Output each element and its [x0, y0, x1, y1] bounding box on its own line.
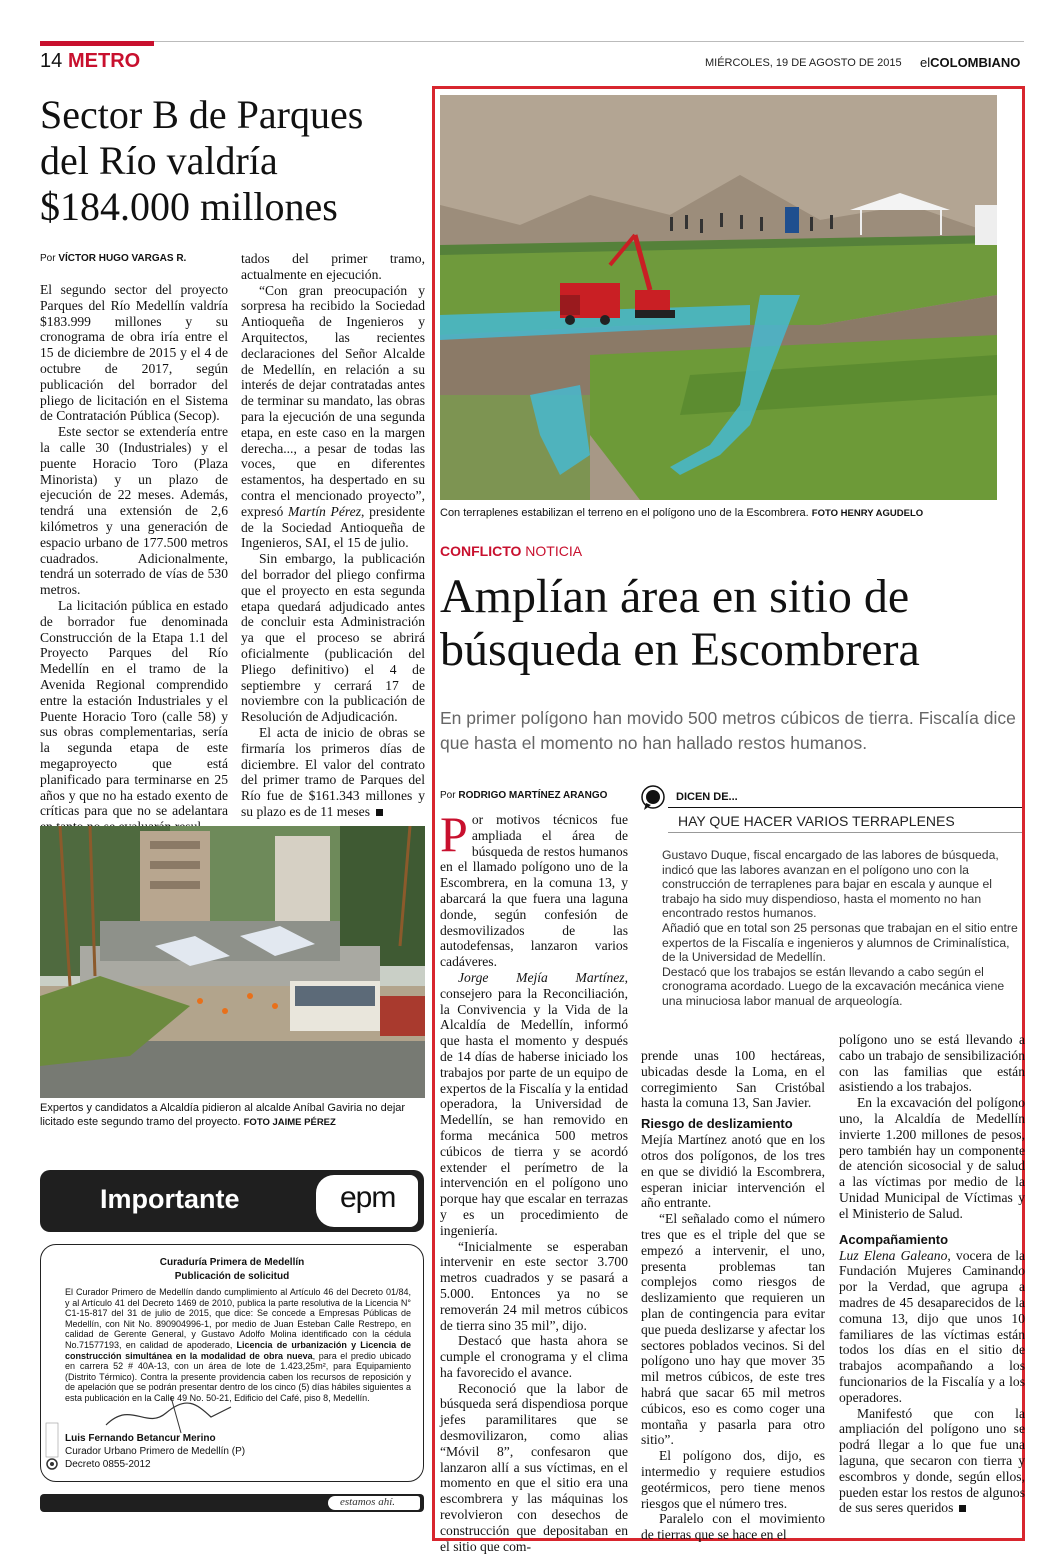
speech-bubble-icon	[640, 785, 666, 811]
left-col2-last: El acta de inicio de obras se firmaría los primeros días de diciembre. El valor del contrato del primer tramo de Parques del Río fue de $161.343 millones y su plazo es de 11 meses	[241, 724, 425, 819]
main-byline-prefix: Por	[440, 790, 456, 801]
main-col2-paragraph: prende unas 100 hectáreas, ubicadas desde la Loma, en el corregimiento San Cristóbal hasta la comuna 13, San Javier.	[641, 1048, 825, 1111]
ad-notice-text: El Curador Primero de Medellín dando cumplimiento al Artículo 46 del Decreto 01/84, y al Artículo 41 del Decreto 1469 de 2010, publica la parte resolutiva de la Licencia N° C1-15-817 del 31 de julio de 2015, que dice: Se concede a Empresas Públicas de Medellín, con Nit No. 890904996-1, por medio de Juan Esteban Calle Restrepo, en calidad de Gerente General, y Gustavo Adolfo Molina identificado con la cédula No.71577193, en calidad de apoderado,	[65, 1287, 411, 1350]
main-article-col3	[839, 1032, 1025, 1516]
ad-notice-subtitle: Publicación de solicitud	[174, 1271, 290, 1282]
kicker-section: CONFLICTO	[440, 543, 522, 559]
main-col2-paragraph: Paralelo con el movimiento de tierras que se hace en el	[641, 1511, 825, 1543]
main-col1-text: , consejero para la Reconciliación, la Convivencia y la Vida de la Alcaldía de Medellín, informó que hasta el momento y después de 14 días de haberse iniciado los trabajos por parte de un equipo de expertos de la Fiscalía y la entidad operadora, la Universidad de Medellín, se han removido en forma mecánica 500 metros cúbicos de tierra y se acordó extender el perímetro de la intervención en el polígono uno porque hay que escalar en terrazas y es un procedimiento de ingeniería.	[440, 969, 628, 1238]
sidebar-paragraph: Gustavo Duque, fiscal encargado de las labores de búsqueda, indicó que las labores avanzan en el polígono uno con la construcción de terraplenes para bajar en escala y aunque el trabajo ha sido muy dispendioso, hasta el momento no han encontrado restos humanos.	[662, 848, 999, 921]
main-deck: En primer polígono han movido 500 metros cúbicos de tierra. Fiscalía dice que hasta el momento no han hallado restos humanos.	[440, 708, 1016, 753]
ad-footer-slogan: estamos ahí.	[340, 1496, 395, 1508]
sidebar-rule	[668, 807, 1022, 808]
newspaper-prefix: el	[920, 55, 931, 70]
main-col2-paragraph: “El señalado como el número tres que es el triple del que se empezó a intervenir, el uno, presenta problemas tan complejos como riesgos de deslizamiento que requieren un plan de contingencia para evitar que pueda deslizarse y afectar los sectores poblados vecinos. Si del polígono uno hay que mover 35 mil metros cúbicos, de este tres habrá que sacar 65 mil metros cúbicos, eso es como coger una montaña y pasarla para otro sitio”.	[641, 1211, 825, 1448]
left-byline-prefix: Por	[40, 253, 56, 264]
header-accent-bar	[40, 41, 154, 46]
escombrera-photo	[440, 95, 997, 500]
ad-banner	[40, 1170, 424, 1232]
left-article-col1	[40, 282, 228, 835]
sidebar-rule-bottom	[668, 832, 1022, 833]
left-caption-text: Expertos y candidatos a Alcaldía pidieron al alcalde Aníbal Gaviria no dejar licitado este segundo tramo del proyecto.	[40, 1102, 406, 1128]
newspaper-name	[920, 55, 1020, 70]
left-col1-paragraph: Este sector se extendería entre la calle 30 (Industriales) y el puente Horacio Toro (Plaza Minorista) y un plazo de ejecución de 22 meses. Además, tendrá una extensión de 2,6 kilómetros y una generación de espacio urbano de 177.500 metros cuadrados. Adicionalmente, tendrá un soterrado de vías de 530 metros.	[40, 424, 228, 598]
left-headline: Sector B de Parques del Río valdría $184.000 millones	[40, 92, 364, 229]
signature-image	[101, 1395, 241, 1435]
ad-footer-bar	[40, 1494, 424, 1512]
ad-signer-role: Curador Urbano Primero de Medellín (P)	[65, 1446, 246, 1457]
sidebar-label: DICEN DE...	[676, 791, 738, 803]
main-photo-caption	[440, 506, 997, 521]
main-col3-paragraph: En la excavación del polígono uno, la Alcaldía de Medellín invierte 1.200 millones de pesos, pero también hay un componente de atención sicosocial y de salud a las víctimas por medio de la Unidad Municipal de Víctimas y el Ministerio de Salud.	[839, 1095, 1025, 1221]
sidebar-box	[640, 785, 1022, 1035]
header-rule	[154, 41, 1024, 42]
left-photo-caption	[40, 1101, 425, 1130]
issue-date: MIÉRCOLES, 19 DE AGOSTO DE 2015	[705, 57, 902, 69]
main-lead-text: or motivos técnicos fue ampliada el área de búsqueda de restos humanos en el llamado polígono uno de la Escombrera, en la comuna 13, y abarcará la que fuera una laguna donde, según confesión de desmovilizados de las autodefensas, lanzaron varios cadáveres.	[440, 812, 628, 970]
left-col2-paragraph: Sin embargo, la publicación del borrador del pliego confirma que el proyecto en esta segunda etapa quedará adjudicado antes de concluir esta Administración ya que el proceso se abrirá oficialmente (publicación del Pliego definitivo) el 4 de septiembre y cerrará 17 de noviembre con la publicación de Resolución de Adjudicación.	[241, 551, 425, 725]
construction-photo-illustration	[40, 826, 425, 1098]
main-col3-last: Manifestó que con la ampliación del polígono uno se podrá llegar a lo que fue una laguna, que secaron con tierra y escombros y donde, según ellos, pueden estar los restos de algunos de sus seres queridos	[839, 1405, 1025, 1516]
superintendencia-seal-icon	[45, 1421, 59, 1471]
quoted-person: Luz Elena Galeano	[839, 1247, 948, 1263]
ad-footer-slogan-box	[328, 1496, 420, 1510]
quoted-person: Jorge Mejía Martínez	[458, 969, 625, 985]
quote-attribution: , presidente de la Sociedad Antioqueña de Ingenieros, SAI, el 15 de julio.	[241, 503, 425, 551]
left-col2-paragraph	[241, 283, 425, 552]
ad-logo-box	[316, 1175, 418, 1227]
main-col1-paragraph: Reconoció que la labor de búsqueda será dispendiosa porque jefes paramilitares que se desmovilizaron, como alias “Móvil 8”, confesaron que lanzaron allí a sus víctimas, en el momento en que el sitio era una escombrera y las máquinas los revolvieron con desechos de construcción que depositaban en el sitio que com-	[440, 1380, 628, 1554]
page-number: 14	[40, 50, 63, 72]
main-headline: Amplían área en sitio de búsqueda en Escombrera	[440, 570, 920, 676]
main-photo-credit: FOTO HENRY AGUDELO	[811, 508, 924, 519]
end-mark-icon	[376, 809, 383, 816]
main-byline	[440, 790, 630, 801]
left-byline	[40, 253, 235, 264]
left-col1-paragraph: El segundo sector del proyecto Parques del Río Medellín valdría $183.999 millones y su cronograma de obra iría entre el 15 de diciembre de 2015 y el 4 de octubre de 2017, según publicación del borrador del pliego de licitación en el Sistema de Contratación Pública (Secop).	[40, 282, 228, 424]
ad-notice-text-end: , para el predio ubicado en carrera 52 # 40A-13, con un área de lote de 1.423,25m², para Equipamiento (Distrito Térmico). Contra la presente providencia caben los recursos de reposición y de apelación que se podrán presentar dentro de los cinco (5) días hábiles siguientes a esta publicación en la Calle 49 No. 50-21, Edificio del Café, piso 8, Medellín.	[65, 1350, 411, 1403]
sidebar-paragraph: Añadió que en total son 25 personas que trabajan en el sitio entre expertos de la Fiscalía e ingenieros y alumnos de Criminalística, de la Universidad de Medellín.	[662, 920, 1018, 965]
left-col1-paragraph: La licitación pública en estado de borrador fue denominada Construcción de la Etapa 1.1 del Proyecto Parques del Río Medellín en el tramo de la Avenida Regional comprendido entre la estación Industriales y el Puente Horacio Toro (calle 58) y sus obras complementarias, sería la segunda etapa de este megaproyecto que está planificado para terminarse en 25 años y que no ha estado exento de críticas para que no se adelantara	[40, 597, 228, 819]
section-name: METRO	[68, 50, 141, 72]
main-col3-paragraph: polígono uno se está llevando a cabo un trabajo de sensibilización con las familias que están asistiendo a los trabajos.	[839, 1032, 1025, 1095]
left-col2-paragraph	[241, 725, 425, 820]
epm-logo: epm	[340, 1181, 396, 1214]
main-byline-name: RODRIGO MARTÍNEZ ARANGO	[458, 790, 608, 801]
ad-notice-bold: Licencia de urbanización y Licencia de construcción simultánea en la modalidad de obra nueva	[65, 1339, 411, 1361]
main-col1-paragraph	[440, 970, 628, 1239]
ad-notice-title: Curaduría Primera de Medellín	[159, 1257, 305, 1268]
main-col2-paragraph: Mejía Martínez anotó que en los otros dos polígonos, de los tres en que se dividió la Escombrera, esperan iniciar intervención el año entrante.	[641, 1132, 825, 1211]
main-article-col1	[440, 806, 628, 1554]
kicker-type: NOTICIA	[525, 543, 583, 559]
newspaper-title: COLOMBIANO	[930, 55, 1021, 70]
left-article-col2	[241, 251, 425, 820]
kicker	[440, 543, 582, 559]
subhead-acompanamiento: Acompañamiento	[839, 1231, 949, 1247]
dropcap: P	[440, 806, 468, 862]
ad-signer-decree: Decreto 0855-2012	[65, 1459, 151, 1470]
main-article-col2	[641, 1048, 825, 1543]
escombrera-photo-illustration	[440, 95, 997, 500]
construction-photo	[40, 826, 425, 1098]
subhead-riesgo: Riesgo de deslizamiento	[641, 1116, 793, 1132]
main-col3-text: , vocera de la Fundación Mujeres Caminando por la Verdad, que agrupa a madres de 45 desaparecidos de la comuna 13, dijo que unos 10 familiares de las víctimas están todos los días en el sitio de trabajos acompañando a los funcionarios de la Fiscalía y a los operadores.	[839, 1247, 1025, 1405]
main-col3-paragraph	[839, 1406, 1025, 1517]
main-lead-paragraph	[440, 806, 628, 970]
ad-notice-body	[65, 1287, 411, 1404]
quote-text: “Con gran preocupación y sorpresa ha recibido la Sociedad Antioqueña de Ingenieros y Arquitectos, las recientes declaraciones del Señor Alcalde de Medellín, en relación a su interés de dejar contratadas antes de terminar su mandato, las obras para la ejecución de una segunda etapa, en este caso en la margen derecha..., a pesar de todas las voces, que en diferentes estamentos, ha despertado en su contra el mencionado proyecto”, expresó	[241, 282, 425, 519]
main-col2-paragraph: El polígono dos, dijo, es intermedio y requiere estudios geotérmicos, pero tiene menos riesgos que el número tres.	[641, 1448, 825, 1511]
main-col1-paragraph: Destacó que hasta ahora se cumple el cronograma y el clima ha favorecido el avance.	[440, 1333, 628, 1380]
ad-title: Importante	[100, 1184, 240, 1214]
sidebar-title: HAY QUE HACER VARIOS TERRAPLENES	[678, 813, 955, 829]
ad-notice-box	[40, 1244, 424, 1482]
main-caption-text: Con terraplenes estabilizan el terreno en el polígono uno de la Escombrera.	[440, 507, 809, 519]
end-mark-icon	[959, 1505, 966, 1512]
main-col3-paragraph	[839, 1248, 1025, 1406]
left-col2-paragraph: tados del primer tramo, actualmente en ejecución.	[241, 251, 425, 282]
quoted-person: Martín Pérez	[288, 503, 361, 519]
left-photo-credit: FOTO JAIME PÉREZ	[243, 1117, 336, 1128]
main-col1-paragraph: “Inicialmente se esperaban intervenir en este sector 3.700 metros cuadrados y se pasará a 5.000. Entonces ya no se removerán 24 mil metros cúbicos de tierra sino 35 mil”, dijo.	[440, 1238, 628, 1333]
left-byline-name: VÍCTOR HUGO VARGAS R.	[58, 253, 187, 264]
ad-signer-name: Luis Fernando Betancur Merino	[65, 1433, 216, 1444]
sidebar-body	[662, 848, 1020, 1009]
sidebar-paragraph: Destacó que los trabajos se están llevando a cabo según el cronograma acordado. Luego de la excavación mecánica viene una minuciosa labor manual de arqueología.	[662, 964, 1005, 1008]
